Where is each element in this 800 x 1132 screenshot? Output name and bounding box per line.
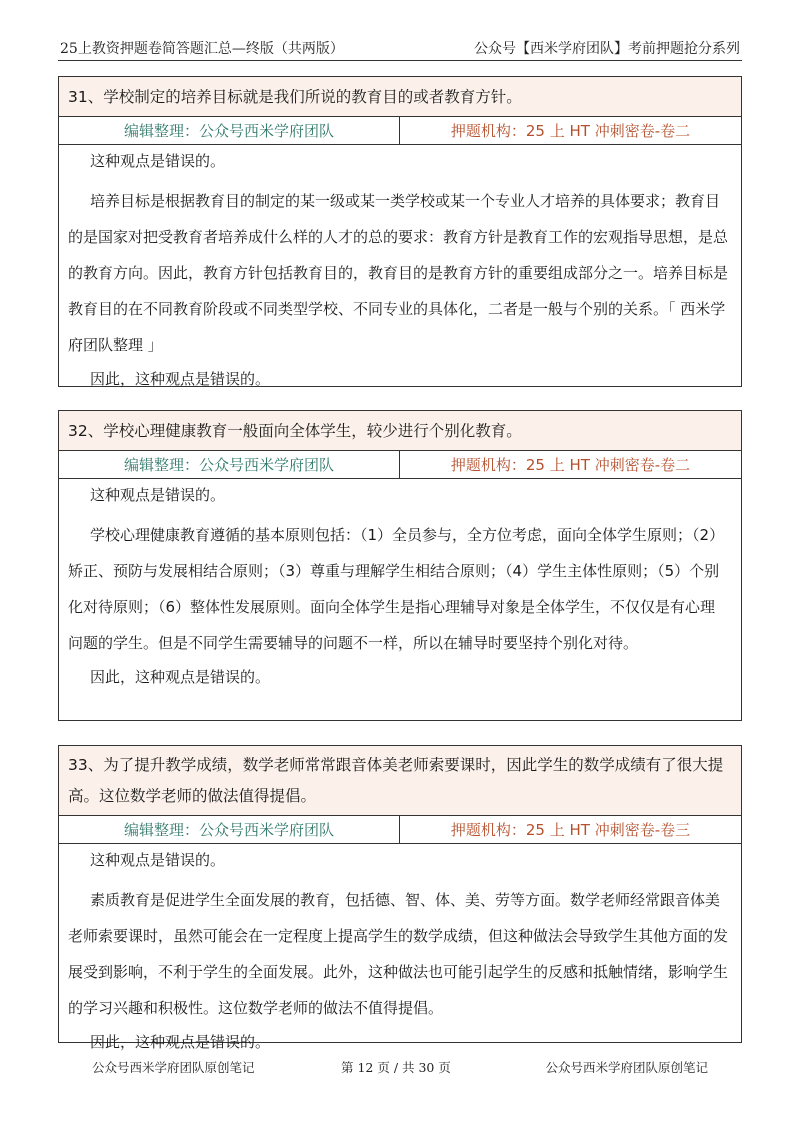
answer-content (59, 479, 741, 691)
answer-content (59, 844, 741, 1056)
question-box-33 (58, 745, 742, 1051)
question-title: 33、为了提升教学成绩，数学老师常常跟音体美老师索要课时，因此学生的数学成绩有了很大提高。这位数学老师的做法值得提倡。 (59, 746, 741, 816)
answer-verdict: 这种观点是错误的。 (90, 486, 226, 504)
answer-verdict: 这种观点是错误的。 (90, 152, 226, 170)
editor-credit: 编辑整理：公众号西米学府团队 (59, 117, 400, 144)
answer-body: 素质教育是促进学生全面发展的教育，包括德、智、体、美、劳等方面。数学老师经常跟音体美老师索要课时，虽然可能会在一定程度上提高学生的数学成绩，但这种做法会导致学生其他方面的发展受到影响，不利于学生的全面发展。此外，这种做法也可能引起学生的反感和抵触情绪，影响学生的学习兴趣和积极性。这位数学老师的做法不值得提倡。 (68, 891, 729, 1017)
question-meta-row (59, 117, 741, 145)
answer-conclusion: 因此，这种观点是错误的。 (90, 668, 271, 686)
footer-left-text: 公众号西米学府团队原创笔记 (92, 1060, 255, 1075)
answer-verdict: 这种观点是错误的。 (90, 851, 226, 869)
question-title: 31、学校制定的培养目标就是我们所说的教育目的或者教育方针。 (59, 77, 741, 117)
editor-credit: 编辑整理：公众号西米学府团队 (59, 816, 400, 843)
header-left-text: 25上教资押题卷简答题汇总—终版（共两版） (60, 41, 344, 57)
page-number: 第 12 页 / 共 30 页 (341, 1060, 451, 1075)
footer-right-text: 公众号西米学府团队原创笔记 (545, 1060, 708, 1075)
source-credit: 押题机构：25 上 HT 冲刺密卷-卷二 (450, 122, 691, 140)
source-credit: 押题机构：25 上 HT 冲刺密卷-卷三 (450, 821, 691, 839)
answer-body: 学校心理健康教育遵循的基本原则包括：（1）全员参与，全方位考虑，面向全体学生原则；（2）矫正、预防与发展相结合原则；（3）尊重与理解学生相结合原则；（4）学生主体性原则；（5）个别化对待原则；（6）整体性发展原则。面向全体学生是指心理辅导对象是全体学生，不仅仅是有心理问题的学生。但是不同学生需要辅导的问题不一样，所以在辅导时要坚持个别化对待。 (68, 526, 725, 652)
header-right-text: 公众号【西米学府团队】考前押题抢分系列 (474, 41, 740, 57)
page-footer (58, 1058, 742, 1078)
source-credit: 押题机构：25 上 HT 冲刺密卷-卷二 (450, 456, 691, 474)
editor-credit: 编辑整理：公众号西米学府团队 (59, 451, 400, 478)
answer-conclusion: 因此，这种观点是错误的。 (90, 1033, 271, 1051)
answer-content (59, 145, 741, 393)
question-box-31 (58, 76, 742, 387)
question-meta-row (59, 816, 741, 844)
answer-body: 培养目标是根据教育目的制定的某一级或某一类学校或某一个专业人才培养的具体要求；教育目的是国家对把受教育者培养成什么样的人才的总的要求：教育方针是教育工作的宏观指导思想，是总的教育方向。因此，教育方针包括教育目的，教育目的是教育方针的重要组成部分之一。培养目标是教育目的在不同教育阶段或不同类型学校、不同专业的具体化，二者是一般与个别的关系。「 西米学府团队整理 」 (68, 192, 729, 354)
page-header (58, 30, 742, 61)
question-title: 32、学校心理健康教育一般面向全体学生，较少进行个别化教育。 (59, 411, 741, 451)
answer-conclusion: 因此，这种观点是错误的。 (90, 370, 271, 388)
question-meta-row (59, 451, 741, 479)
question-box-32 (58, 410, 742, 721)
